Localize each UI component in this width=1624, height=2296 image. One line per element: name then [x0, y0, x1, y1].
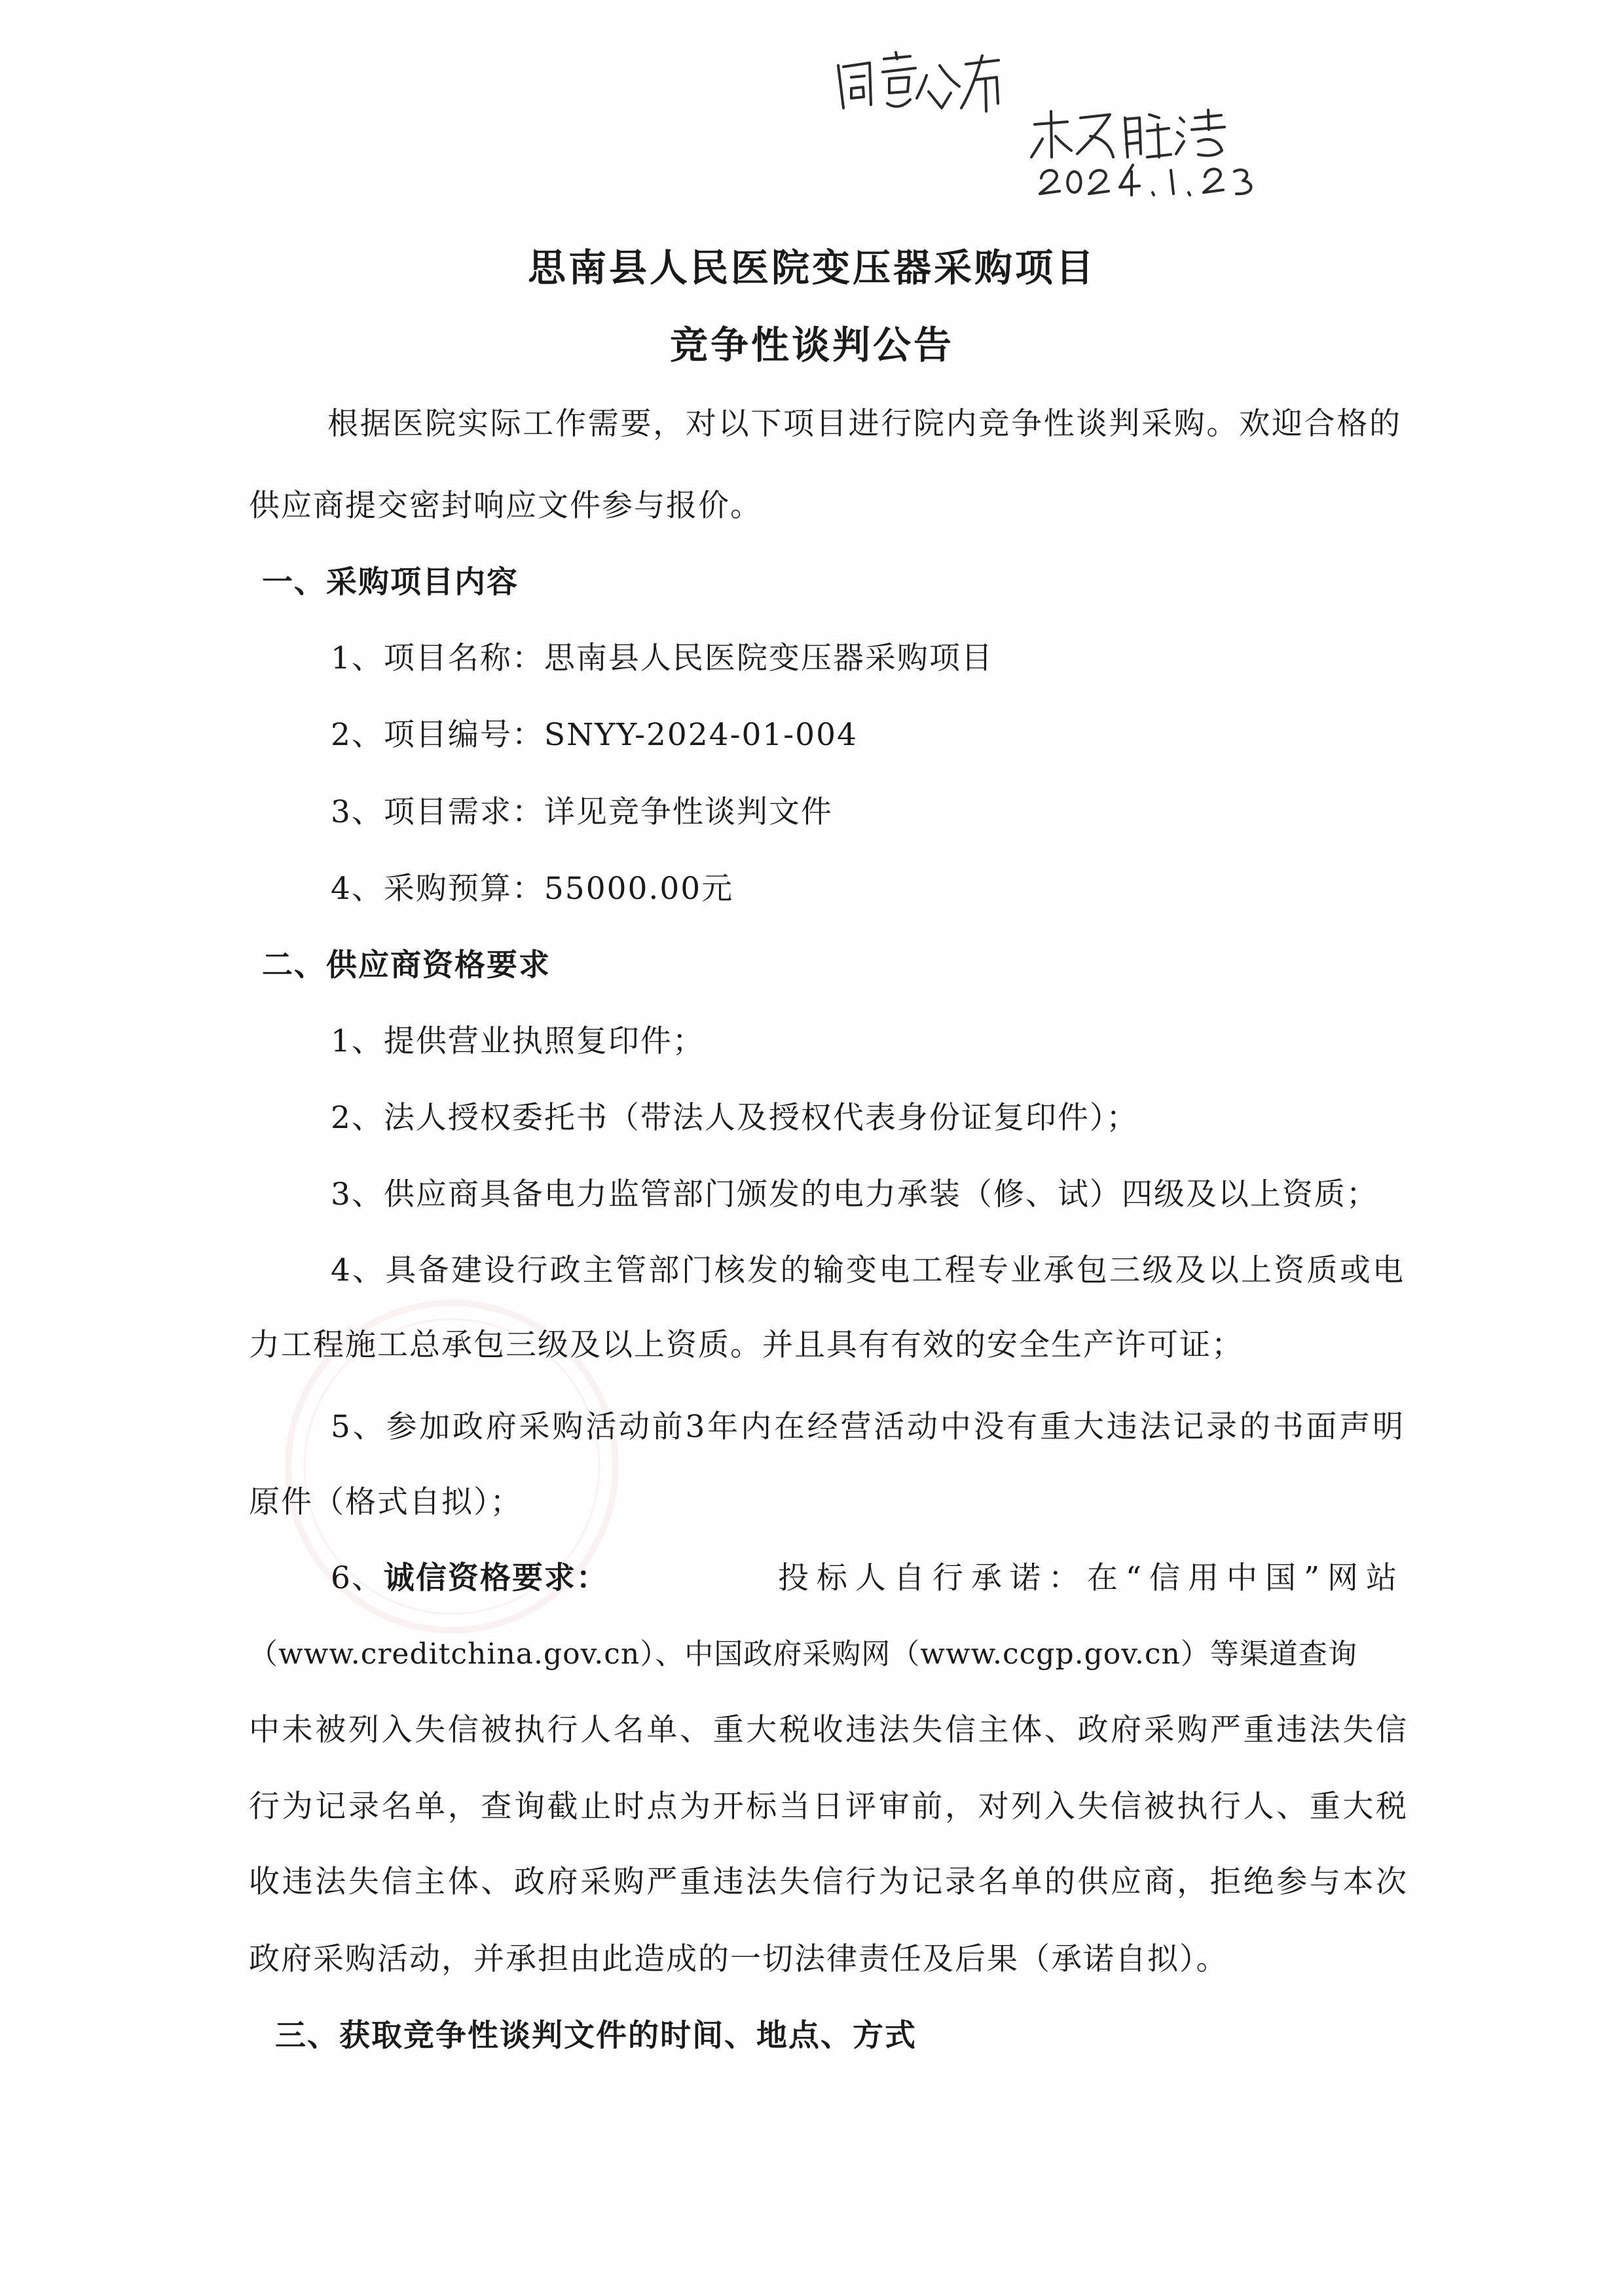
section-2-item-6-line-4: 行为记录名单，查询截止时点为开标当日评审前，对列入失信被执行人、重大税 — [249, 1789, 1408, 1825]
section-2-item-2: 2、法人授权委托书（带法人及授权代表身份证复印件）； — [331, 1100, 1139, 1136]
section-2-item-1: 1、提供营业执照复印件； — [331, 1023, 705, 1059]
section-2-item-5-line-1: 5、参加政府采购活动前3年内在经营活动中没有重大违法记录的书面声明 — [331, 1409, 1405, 1445]
item-6-bold-label: 诚信资格要求： — [383, 1560, 608, 1596]
page-subtitle: 竞争性谈判公告 — [669, 323, 954, 367]
section-1-item-3: 3、项目需求：详见竞争性谈判文件 — [331, 794, 833, 830]
item-6-number: 6、 — [331, 1560, 384, 1596]
section-1-item-4: 4、采购预算：55000.00元 — [331, 871, 734, 907]
section-2-heading: 二、供应商资格要求 — [262, 947, 551, 983]
section-2-item-6-line-6: 政府采购活动，并承担由此造成的一切法律责任及后果（承诺自拟）。 — [249, 1941, 1228, 1977]
handwritten-approval — [812, 26, 1336, 196]
section-2-item-6-line-1 — [331, 1554, 1405, 1597]
intro-line-1: 根据医院实际工作需要，对以下项目进行院内竞争性谈判采购。欢迎合格的 — [327, 406, 1401, 442]
section-2-item-4-line-2: 力工程施工总承包三级及以上资质。并且具有有效的安全生产许可证； — [249, 1327, 1244, 1363]
section-2-item-6-line-2: （www.creditchina.gov.cn）、中国政府采购网（www.ccgp.gov.cn）等渠道查询 — [249, 1637, 1357, 1671]
page-title: 思南县人民医院变压器采购项目 — [527, 246, 1096, 290]
section-1-item-1: 1、项目名称：思南县人民医院变压器采购项目 — [331, 640, 993, 676]
handwritten-signature-strokes — [812, 26, 1336, 196]
section-1-heading: 一、采购项目内容 — [262, 564, 519, 600]
section-1-item-2: 2、项目编号：SNYY-2024-01-004 — [331, 717, 858, 753]
section-2-item-4-line-1: 4、具备建设行政主管部门核发的输变电工程专业承包三级及以上资质或电 — [331, 1252, 1405, 1288]
section-3-heading: 三、获取竞争性谈判文件的时间、地点、方式 — [275, 2018, 917, 2054]
section-2-item-5-line-2: 原件（格式自拟）； — [249, 1484, 523, 1520]
section-2-item-3: 3、供应商具备电力监管部门颁发的电力承装（修、试）四级及以上资质； — [331, 1176, 1378, 1212]
section-2-item-6-line-3: 中未被列入失信被执行人名单、重大税收违法失信主体、政府采购严重违法失信 — [249, 1712, 1408, 1748]
section-2-item-6-line-5: 收违法失信主体、政府采购严重违法失信行为记录名单的供应商，拒绝参与本次 — [249, 1864, 1408, 1900]
item-6-line-1-text: 投标人自行承诺：在“信用中国”网站 — [777, 1560, 1405, 1596]
intro-line-2: 供应商提交密封响应文件参与报价。 — [249, 488, 762, 524]
